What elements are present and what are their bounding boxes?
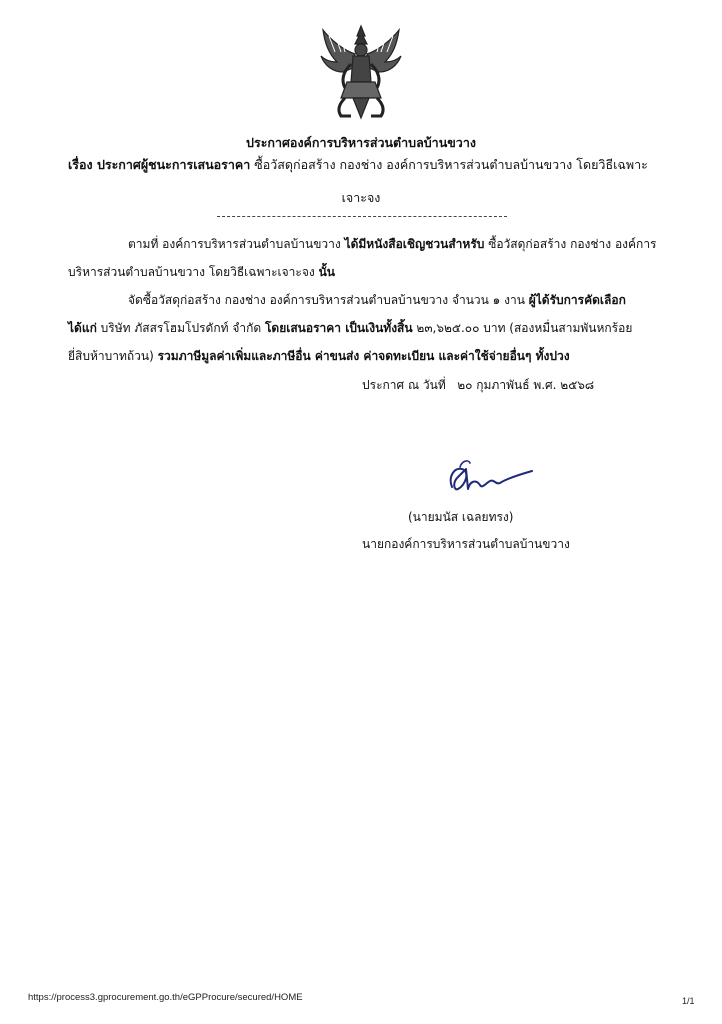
paragraph-2-line-1 — [128, 293, 626, 307]
p1-text-c: ซื้อวัสดุก่อสร้าง กองช่าง องค์การ — [484, 237, 657, 251]
p2-text-d: บริษัท ภัสสรโฮมโปรดักท์ จำกัด — [96, 321, 265, 335]
subject-text: ซื้อวัสดุก่อสร้าง กองช่าง องค์การบริหารส่วนตำบลบ้านขวาง โดยวิธีเฉพาะ — [250, 157, 648, 172]
p2-text-h: รวมภาษีมูลค่าเพิ่มและภาษีอื่น ค่าขนส่ง ค่าจดทะเบียน และค่าใช้จ่ายอื่นๆ ทั้งปวง — [157, 349, 570, 363]
p2-text-a: จัดซื้อวัสดุก่อสร้าง กองช่าง องค์การบริหารส่วนตำบลบ้านขวาง จำนวน ๑ งาน — [128, 293, 529, 307]
p2-text-g: ยี่สิบห้าบาทถ้วน) — [68, 349, 158, 363]
announcement-title: ประกาศองค์การบริหารส่วนตำบลบ้านขวาง — [246, 135, 476, 150]
paragraph-2-line-2 — [68, 321, 632, 335]
paragraph-1-line-2 — [68, 265, 335, 279]
p2-text-e: โดยเสนอราคา เป็นเงินทั้งสิ้น — [264, 321, 413, 335]
subject-prefix: เรื่อง ประกาศผู้ชนะการเสนอราคา — [68, 157, 251, 172]
signatory-name: (นายมนัส เฉลยทรง) — [408, 510, 514, 524]
p1-text-d: บริหารส่วนตำบลบ้านขวาง โดยวิธีเฉพาะเจาะจง — [68, 265, 319, 279]
p2-text-f: ๒๓,๖๒๕.๐๐ บาท (สองหมื่นสามพันหกร้อย — [412, 321, 633, 335]
page-number: 1/1 — [682, 996, 695, 1006]
paragraph-2-line-3 — [68, 349, 570, 363]
subject-continuation: เจาะจง — [341, 190, 381, 205]
p1-text-e: นั้น — [318, 265, 335, 279]
p2-text-c: ได้แก่ — [68, 321, 97, 335]
announcement-date — [362, 376, 594, 395]
garuda-emblem-icon — [315, 22, 407, 120]
subject-line — [68, 155, 648, 175]
divider-line — [217, 216, 507, 217]
date-value: ๒๐ กุมภาพันธ์ พ.ศ. ๒๕๖๘ — [457, 378, 595, 392]
paragraph-1-line-1 — [128, 237, 657, 251]
signatory-position: นายกองค์การบริหารส่วนตำบลบ้านขวาง — [362, 537, 570, 551]
date-label: ประกาศ ณ วันที่ — [362, 378, 446, 392]
p1-text-b: ได้มีหนังสือเชิญชวนสำหรับ — [344, 237, 485, 251]
handwritten-signature-icon — [440, 455, 540, 505]
p2-text-b: ผู้ได้รับการคัดเลือก — [528, 293, 626, 307]
footer-url: https://process3.gprocurement.go.th/eGPProcure/secured/HOME — [28, 992, 303, 1003]
p1-text-a: ตามที่ องค์การบริหารส่วนตำบลบ้านขวาง — [128, 237, 345, 251]
